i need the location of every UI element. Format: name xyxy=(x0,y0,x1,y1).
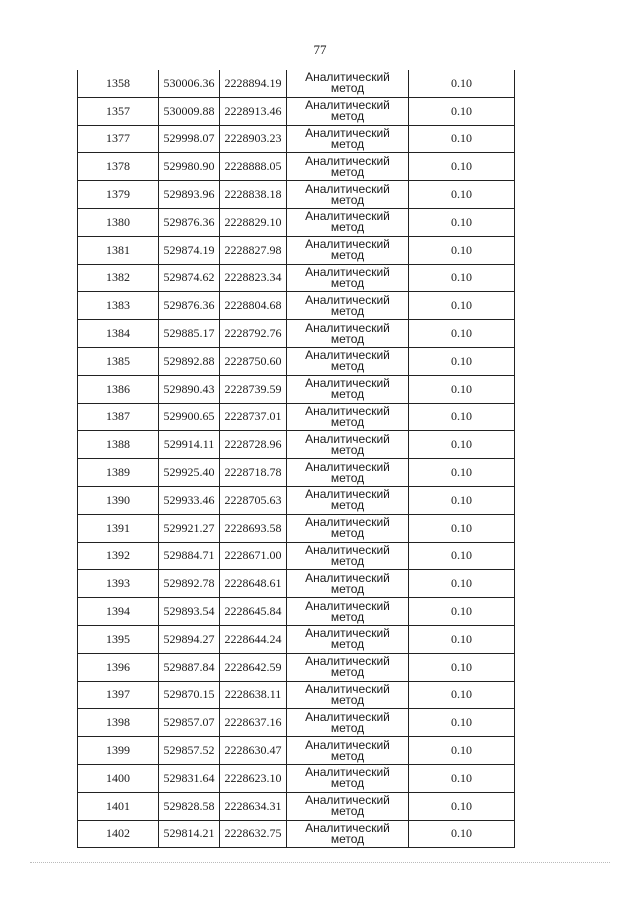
method-label-line1: Аналитический xyxy=(305,209,390,224)
accuracy-cell: 0.10 xyxy=(409,97,515,125)
table-row xyxy=(78,486,515,514)
method-label-line2: метод xyxy=(330,831,365,846)
method-label-line1: Аналитический xyxy=(305,264,390,279)
accuracy-cell: 0.10 xyxy=(409,820,515,848)
method-cell xyxy=(287,292,409,320)
accuracy-cell: 0.10 xyxy=(409,347,515,375)
y-coordinate-cell: 2228827.98 xyxy=(220,236,287,264)
accuracy-cell: 0.10 xyxy=(409,570,515,598)
x-coordinate-cell: 529828.58 xyxy=(159,792,220,820)
method-cell xyxy=(287,598,409,626)
point-number-cell: 1377 xyxy=(78,125,159,153)
method-label-line1: Аналитический xyxy=(305,737,390,752)
method-label-line2: метод xyxy=(330,331,365,346)
accuracy-cell: 0.10 xyxy=(409,125,515,153)
accuracy-cell: 0.10 xyxy=(409,264,515,292)
accuracy-cell: 0.10 xyxy=(409,292,515,320)
table-row xyxy=(78,792,515,820)
point-number-cell: 1401 xyxy=(78,792,159,820)
method-label-line1: Аналитический xyxy=(305,793,390,808)
point-number-cell: 1383 xyxy=(78,292,159,320)
y-coordinate-cell: 2228648.61 xyxy=(220,570,287,598)
x-coordinate-cell: 529876.36 xyxy=(159,292,220,320)
accuracy-cell: 0.10 xyxy=(409,181,515,209)
method-label-line2: метод xyxy=(330,81,365,96)
accuracy-cell: 0.10 xyxy=(409,598,515,626)
x-coordinate-cell: 529885.17 xyxy=(159,320,220,348)
point-number-cell: 1398 xyxy=(78,709,159,737)
table-row xyxy=(78,97,515,125)
method-cell xyxy=(287,570,409,598)
method-label-line1: Аналитический xyxy=(305,181,390,196)
x-coordinate-cell: 529874.19 xyxy=(159,236,220,264)
method-cell xyxy=(287,70,409,97)
x-coordinate-cell: 530006.36 xyxy=(159,70,220,97)
y-coordinate-cell: 2228644.24 xyxy=(220,625,287,653)
method-label-line2: метод xyxy=(330,581,365,596)
point-number-cell: 1399 xyxy=(78,737,159,765)
table-row xyxy=(78,764,515,792)
method-label-line2: метод xyxy=(330,359,365,374)
method-label-line1: Аналитический xyxy=(305,515,390,530)
page-number: 77 xyxy=(313,42,327,57)
y-coordinate-cell: 2228728.96 xyxy=(220,431,287,459)
y-coordinate-cell: 2228645.84 xyxy=(220,598,287,626)
method-label-line1: Аналитический xyxy=(305,348,390,363)
table-row xyxy=(78,820,515,848)
table-row xyxy=(78,625,515,653)
accuracy-cell: 0.10 xyxy=(409,70,515,97)
method-label-line1: Аналитический xyxy=(305,292,390,307)
method-label-line1: Аналитический xyxy=(305,459,390,474)
point-number-cell: 1384 xyxy=(78,320,159,348)
y-coordinate-cell: 2228823.34 xyxy=(220,264,287,292)
x-coordinate-cell: 529921.27 xyxy=(159,514,220,542)
method-label-line1: Аналитический xyxy=(305,98,390,113)
method-label-line1: Аналитический xyxy=(305,376,390,391)
y-coordinate-cell: 2228838.18 xyxy=(220,181,287,209)
method-cell xyxy=(287,97,409,125)
method-label-line2: метод xyxy=(330,748,365,763)
method-label-line1: Аналитический xyxy=(305,125,390,140)
method-cell xyxy=(287,431,409,459)
method-label-line2: метод xyxy=(330,553,365,568)
method-cell xyxy=(287,542,409,570)
method-cell xyxy=(287,792,409,820)
point-number-cell: 1391 xyxy=(78,514,159,542)
point-number-cell: 1400 xyxy=(78,764,159,792)
scan-edge-dots xyxy=(30,862,610,865)
table-row xyxy=(78,320,515,348)
table-row xyxy=(78,514,515,542)
method-label-line1: Аналитический xyxy=(305,570,390,585)
y-coordinate-cell: 2228718.78 xyxy=(220,459,287,487)
method-cell xyxy=(287,459,409,487)
method-cell xyxy=(287,820,409,848)
x-coordinate-cell: 529887.84 xyxy=(159,653,220,681)
method-label-line1: Аналитический xyxy=(305,765,390,780)
point-number-cell: 1385 xyxy=(78,347,159,375)
point-number-cell: 1357 xyxy=(78,97,159,125)
table-row xyxy=(78,681,515,709)
method-label-line1: Аналитический xyxy=(305,709,390,724)
point-number-cell: 1390 xyxy=(78,486,159,514)
method-label-line1: Аналитический xyxy=(305,153,390,168)
method-label-line2: метод xyxy=(330,414,365,429)
method-label-line1: Аналитический xyxy=(305,654,390,669)
y-coordinate-cell: 2228634.31 xyxy=(220,792,287,820)
x-coordinate-cell: 529890.43 xyxy=(159,375,220,403)
accuracy-cell: 0.10 xyxy=(409,486,515,514)
table-row xyxy=(78,737,515,765)
method-label-line2: метод xyxy=(330,609,365,624)
method-cell xyxy=(287,514,409,542)
method-label-line2: метод xyxy=(330,136,365,151)
x-coordinate-cell: 529857.52 xyxy=(159,737,220,765)
y-coordinate-cell: 2228642.59 xyxy=(220,653,287,681)
method-label-line2: метод xyxy=(330,192,365,207)
x-coordinate-cell: 529876.36 xyxy=(159,208,220,236)
method-cell xyxy=(287,486,409,514)
method-label-line2: метод xyxy=(330,498,365,513)
table-row xyxy=(78,181,515,209)
method-label-line2: метод xyxy=(330,164,365,179)
point-number-cell: 1397 xyxy=(78,681,159,709)
point-number-cell: 1388 xyxy=(78,431,159,459)
table-row xyxy=(78,459,515,487)
point-number-cell: 1387 xyxy=(78,403,159,431)
method-cell xyxy=(287,764,409,792)
point-number-cell: 1392 xyxy=(78,542,159,570)
method-label-line1: Аналитический xyxy=(305,820,390,835)
method-label-line1: Аналитический xyxy=(305,431,390,446)
method-label-line2: метод xyxy=(330,720,365,735)
coordinates-table xyxy=(77,70,515,848)
point-number-cell: 1379 xyxy=(78,181,159,209)
x-coordinate-cell: 529892.88 xyxy=(159,347,220,375)
y-coordinate-cell: 2228804.68 xyxy=(220,292,287,320)
table-row xyxy=(78,375,515,403)
point-number-cell: 1402 xyxy=(78,820,159,848)
y-coordinate-cell: 2228632.75 xyxy=(220,820,287,848)
y-coordinate-cell: 2228630.47 xyxy=(220,737,287,765)
method-label-line2: метод xyxy=(330,665,365,680)
method-cell xyxy=(287,681,409,709)
y-coordinate-cell: 2228739.59 xyxy=(220,375,287,403)
x-coordinate-cell: 529900.65 xyxy=(159,403,220,431)
y-coordinate-cell: 2228888.05 xyxy=(220,153,287,181)
y-coordinate-cell: 2228737.01 xyxy=(220,403,287,431)
point-number-cell: 1396 xyxy=(78,653,159,681)
method-label-line2: метод xyxy=(330,637,365,652)
x-coordinate-cell: 529857.07 xyxy=(159,709,220,737)
method-label-line2: метод xyxy=(330,220,365,235)
table-row xyxy=(78,70,515,97)
method-cell xyxy=(287,153,409,181)
table-row xyxy=(78,653,515,681)
table-row xyxy=(78,431,515,459)
method-label-line2: метод xyxy=(330,692,365,707)
accuracy-cell: 0.10 xyxy=(409,737,515,765)
method-label-line1: Аналитический xyxy=(305,403,390,418)
table-row xyxy=(78,709,515,737)
y-coordinate-cell: 2228638.11 xyxy=(220,681,287,709)
method-label-line2: метод xyxy=(330,442,365,457)
x-coordinate-cell: 529870.15 xyxy=(159,681,220,709)
y-coordinate-cell: 2228637.16 xyxy=(220,709,287,737)
accuracy-cell: 0.10 xyxy=(409,208,515,236)
x-coordinate-cell: 529998.07 xyxy=(159,125,220,153)
table-row xyxy=(78,347,515,375)
y-coordinate-cell: 2228705.63 xyxy=(220,486,287,514)
point-number-cell: 1382 xyxy=(78,264,159,292)
accuracy-cell: 0.10 xyxy=(409,681,515,709)
method-label-line2: метод xyxy=(330,303,365,318)
method-cell xyxy=(287,709,409,737)
method-cell xyxy=(287,625,409,653)
y-coordinate-cell: 2228693.58 xyxy=(220,514,287,542)
accuracy-cell: 0.10 xyxy=(409,153,515,181)
accuracy-cell: 0.10 xyxy=(409,236,515,264)
table-row xyxy=(78,292,515,320)
point-number-cell: 1389 xyxy=(78,459,159,487)
method-label-line1: Аналитический xyxy=(305,681,390,696)
method-label-line2: метод xyxy=(330,804,365,819)
point-number-cell: 1378 xyxy=(78,153,159,181)
method-cell xyxy=(287,181,409,209)
accuracy-cell: 0.10 xyxy=(409,653,515,681)
x-coordinate-cell: 529814.21 xyxy=(159,820,220,848)
method-label-line2: метод xyxy=(330,526,365,541)
point-number-cell: 1395 xyxy=(78,625,159,653)
accuracy-cell: 0.10 xyxy=(409,375,515,403)
table-row xyxy=(78,542,515,570)
method-label-line2: метод xyxy=(330,776,365,791)
table-row xyxy=(78,264,515,292)
y-coordinate-cell: 2228913.46 xyxy=(220,97,287,125)
coordinates-table-body xyxy=(78,70,515,848)
table-row xyxy=(78,570,515,598)
table-row xyxy=(78,236,515,264)
point-number-cell: 1393 xyxy=(78,570,159,598)
method-cell xyxy=(287,208,409,236)
method-label-line1: Аналитический xyxy=(305,598,390,613)
method-cell xyxy=(287,236,409,264)
method-label-line1: Аналитический xyxy=(305,626,390,641)
accuracy-cell: 0.10 xyxy=(409,709,515,737)
method-label-line2: метод xyxy=(330,387,365,402)
accuracy-cell: 0.10 xyxy=(409,459,515,487)
method-label-line1: Аналитический xyxy=(305,487,390,502)
y-coordinate-cell: 2228829.10 xyxy=(220,208,287,236)
method-cell xyxy=(287,653,409,681)
x-coordinate-cell: 529980.90 xyxy=(159,153,220,181)
table-row xyxy=(78,153,515,181)
x-coordinate-cell: 529884.71 xyxy=(159,542,220,570)
table-row xyxy=(78,208,515,236)
y-coordinate-cell: 2228623.10 xyxy=(220,764,287,792)
x-coordinate-cell: 529925.40 xyxy=(159,459,220,487)
method-label-line1: Аналитический xyxy=(305,70,390,85)
method-cell xyxy=(287,347,409,375)
accuracy-cell: 0.10 xyxy=(409,514,515,542)
table-row xyxy=(78,598,515,626)
accuracy-cell: 0.10 xyxy=(409,403,515,431)
x-coordinate-cell: 529893.96 xyxy=(159,181,220,209)
table-row xyxy=(78,125,515,153)
method-label-line2: метод xyxy=(330,248,365,263)
x-coordinate-cell: 529914.11 xyxy=(159,431,220,459)
accuracy-cell: 0.10 xyxy=(409,542,515,570)
method-cell xyxy=(287,375,409,403)
point-number-cell: 1358 xyxy=(78,70,159,97)
y-coordinate-cell: 2228792.76 xyxy=(220,320,287,348)
x-coordinate-cell: 530009.88 xyxy=(159,97,220,125)
method-cell xyxy=(287,403,409,431)
point-number-cell: 1386 xyxy=(78,375,159,403)
accuracy-cell: 0.10 xyxy=(409,625,515,653)
method-cell xyxy=(287,737,409,765)
table-row xyxy=(78,403,515,431)
y-coordinate-cell: 2228750.60 xyxy=(220,347,287,375)
point-number-cell: 1394 xyxy=(78,598,159,626)
y-coordinate-cell: 2228671.00 xyxy=(220,542,287,570)
x-coordinate-cell: 529893.54 xyxy=(159,598,220,626)
method-label-line2: метод xyxy=(330,275,365,290)
method-label-line2: метод xyxy=(330,109,365,124)
y-coordinate-cell: 2228894.19 xyxy=(220,70,287,97)
point-number-cell: 1380 xyxy=(78,208,159,236)
x-coordinate-cell: 529831.64 xyxy=(159,764,220,792)
accuracy-cell: 0.10 xyxy=(409,764,515,792)
method-label-line1: Аналитический xyxy=(305,542,390,557)
method-cell xyxy=(287,125,409,153)
method-cell xyxy=(287,320,409,348)
method-label-line1: Аналитический xyxy=(305,320,390,335)
x-coordinate-cell: 529894.27 xyxy=(159,625,220,653)
method-cell xyxy=(287,264,409,292)
y-coordinate-cell: 2228903.23 xyxy=(220,125,287,153)
method-label-line2: метод xyxy=(330,470,365,485)
x-coordinate-cell: 529874.62 xyxy=(159,264,220,292)
x-coordinate-cell: 529933.46 xyxy=(159,486,220,514)
method-label-line1: Аналитический xyxy=(305,237,390,252)
accuracy-cell: 0.10 xyxy=(409,792,515,820)
point-number-cell: 1381 xyxy=(78,236,159,264)
accuracy-cell: 0.10 xyxy=(409,320,515,348)
x-coordinate-cell: 529892.78 xyxy=(159,570,220,598)
accuracy-cell: 0.10 xyxy=(409,431,515,459)
